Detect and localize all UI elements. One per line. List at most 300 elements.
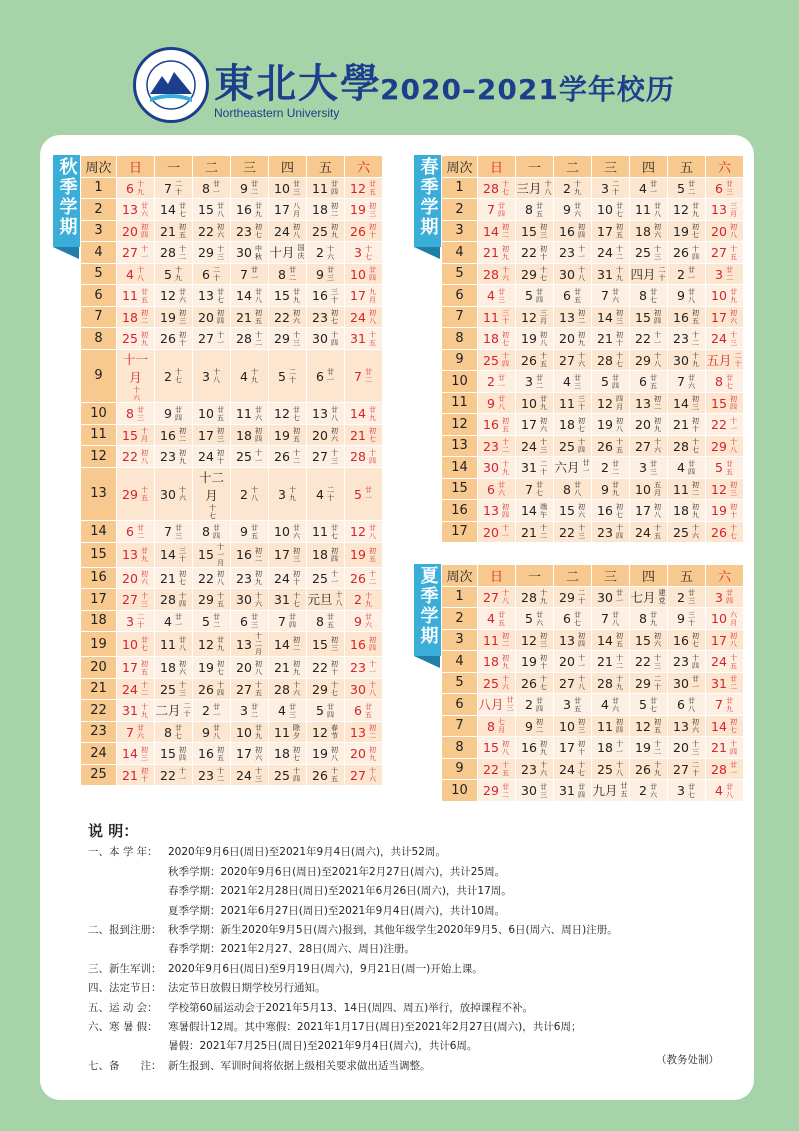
solar-date: 10 [122, 636, 138, 652]
lunar-date: 初四 [368, 636, 376, 653]
lunar-date: 初七 [691, 632, 699, 648]
weekday-header: 日 [117, 156, 155, 178]
solar-date: 22 [122, 449, 138, 464]
day-cell [630, 199, 668, 221]
university-name-cn: 東北大學 [214, 60, 382, 107]
lunar-date: 初八 [729, 223, 737, 239]
solar-date: 4 [639, 180, 647, 196]
solar-date: 十一月 [122, 351, 148, 385]
solar-date: 6 [354, 703, 362, 718]
day-cell [345, 589, 383, 611]
lunar-date: 十一 [577, 653, 585, 670]
lunar-date: 初六 [140, 570, 148, 586]
lunar-date: 十四 [330, 330, 338, 347]
day-cell [554, 220, 592, 242]
day-cell [478, 285, 516, 307]
lunar-date: 初三 [292, 546, 300, 563]
day-cell [269, 446, 307, 468]
day-cell [554, 694, 592, 716]
solar-date: 22 [483, 761, 499, 777]
week-row [81, 285, 383, 307]
day-cell [117, 306, 155, 328]
university-seal-logo [133, 47, 209, 123]
solar-date: 5 [164, 266, 172, 282]
day-cell [231, 349, 269, 403]
solar-date: 22 [521, 245, 537, 260]
lunar-date: 二十 [539, 459, 547, 476]
lunar-date: 十五 [653, 524, 661, 540]
lunar-date: 十一 [178, 767, 186, 783]
day-cell [630, 780, 668, 802]
lunar-date: 廿四 [326, 702, 334, 719]
day-cell [478, 328, 516, 350]
lunar-date: 初九 [330, 223, 338, 239]
day-cell [193, 542, 231, 567]
day-cell [516, 521, 554, 543]
day-cell [269, 177, 307, 199]
solar-date: 10 [559, 718, 575, 734]
solar-date: 26 [350, 223, 366, 239]
day-cell [592, 328, 630, 350]
solar-date: 4 [126, 266, 134, 282]
lunar-date: 廿三 [174, 523, 182, 540]
lunar-date: 十七 [577, 761, 585, 777]
week-row [81, 306, 383, 328]
lunar-date: 廿七 [178, 201, 186, 218]
day-cell [155, 589, 193, 611]
day-cell [516, 758, 554, 780]
note-key [88, 902, 168, 921]
day-cell [630, 242, 668, 264]
lunar-date: 十八 [368, 681, 376, 697]
term-calendar-table [441, 564, 744, 802]
day-cell [668, 457, 706, 479]
day-cell [516, 694, 554, 716]
lunar-date: 廿四 [535, 696, 543, 713]
solar-date: 23 [236, 223, 252, 239]
solar-date: 14 [160, 202, 176, 217]
day-cell [345, 403, 383, 425]
solar-date: 8 [278, 266, 286, 282]
day-cell [478, 177, 516, 199]
solar-date: 30 [483, 460, 499, 475]
solar-date: 23 [673, 331, 689, 346]
day-cell [706, 414, 744, 436]
lunar-date: 十六 [178, 486, 186, 502]
day-cell [155, 220, 193, 242]
day-cell [269, 764, 307, 786]
solar-date: 23 [312, 309, 328, 325]
solar-date: 5 [525, 611, 533, 626]
note-line [88, 1018, 738, 1037]
day-cell [706, 715, 744, 737]
lunar-date: 廿一 [497, 373, 505, 390]
issuer-signoff: （教务处制） [656, 1054, 719, 1066]
day-cell [155, 403, 193, 425]
lunar-date: 十七 [174, 368, 182, 384]
solar-date: 14 [673, 395, 689, 411]
lunar-date: 廿七 [292, 405, 300, 422]
lunar-date: 十三 [691, 739, 699, 756]
lunar-date: 廿六 [178, 287, 186, 304]
week-number: 1 [81, 177, 117, 199]
day-cell [516, 500, 554, 522]
day-cell [345, 285, 383, 307]
solar-date: 5 [278, 368, 286, 384]
lunar-date: 廿四 [725, 589, 733, 605]
day-cell [668, 242, 706, 264]
lunar-date: 初三 [140, 745, 148, 762]
day-cell [117, 242, 155, 264]
lunar-date: 二十 [653, 675, 661, 691]
day-cell [307, 743, 345, 765]
solar-date: 22 [198, 223, 214, 239]
solar-date: 19 [350, 547, 366, 563]
week-row [442, 414, 744, 436]
solar-date: 7 [164, 524, 172, 539]
notes-section [88, 822, 738, 1076]
week-row [442, 478, 744, 500]
day-cell [478, 306, 516, 328]
day-cell [155, 177, 193, 199]
day-cell [345, 199, 383, 221]
solar-date: 12 [521, 632, 537, 648]
lunar-date: 初七 [368, 427, 376, 443]
solar-date: 6 [316, 368, 324, 384]
solar-date: 11 [160, 636, 176, 652]
solar-date: 3 [240, 703, 248, 718]
day-cell [668, 285, 706, 307]
lunar-date: 除夕 [292, 724, 300, 740]
lunar-date: 初六 [292, 309, 300, 325]
day-cell [231, 263, 269, 285]
day-cell [307, 242, 345, 264]
solar-date: 18 [312, 202, 328, 217]
day-cell [307, 632, 345, 657]
solar-date: 14 [483, 223, 499, 239]
solar-date: 3 [525, 374, 533, 389]
day-cell [554, 435, 592, 457]
lunar-date: 初十 [539, 244, 547, 261]
solar-date: 12 [274, 406, 290, 421]
solar-date: 31 [350, 331, 366, 346]
lunar-date: 廿五 [573, 287, 581, 304]
solar-date: 28 [350, 449, 366, 464]
lunar-date: 初五 [178, 223, 186, 239]
week-number: 5 [81, 263, 117, 285]
solar-date: 24 [274, 570, 290, 586]
day-cell [554, 392, 592, 414]
day-cell [478, 521, 516, 543]
solar-date: 6 [639, 374, 647, 389]
lunar-date: 初三 [539, 632, 547, 648]
weekday-header: 六 [345, 156, 383, 178]
week-row [442, 177, 744, 199]
day-cell [155, 263, 193, 285]
lunar-date: 初三 [577, 718, 585, 734]
lunar-date: 十四 [216, 681, 224, 697]
solar-date: 10 [521, 395, 537, 411]
day-cell [592, 500, 630, 522]
lunar-date: 廿八 [330, 405, 338, 422]
day-cell [668, 306, 706, 328]
day-cell [706, 263, 744, 285]
week-row [81, 657, 383, 679]
note-text: 秋季学期：2020年9月6日(周日)至2021年2月27日(周六)，共计25周。 [168, 865, 506, 878]
day-cell [516, 242, 554, 264]
day-cell [193, 467, 231, 521]
week-number: 5 [442, 263, 478, 285]
lunar-date: 廿四 [687, 459, 695, 476]
day-cell [630, 371, 668, 393]
day-cell [155, 306, 193, 328]
lunar-date: 初五 [691, 309, 699, 325]
day-cell [193, 285, 231, 307]
lunar-date: 十九 [539, 589, 547, 605]
week-row [81, 199, 383, 221]
day-cell [269, 285, 307, 307]
lunar-date: 十一 [501, 524, 509, 540]
lunar-date: 初二 [140, 309, 148, 325]
solar-date: 25 [483, 675, 499, 691]
day-cell [155, 721, 193, 743]
lunar-date: 廿五 [725, 459, 733, 476]
day-cell [706, 500, 744, 522]
day-cell [345, 424, 383, 446]
lunar-date: 十三 [178, 681, 186, 697]
term-calendar-table [80, 155, 383, 786]
day-cell [193, 700, 231, 722]
day-cell [307, 403, 345, 425]
week-number: 17 [81, 589, 117, 611]
solar-date: 7 [240, 266, 248, 282]
week-number: 3 [442, 629, 478, 651]
solar-date: 5 [316, 703, 324, 718]
solar-date: 14 [711, 718, 727, 734]
day-cell [592, 758, 630, 780]
day-cell [668, 629, 706, 651]
term-label-fold [414, 656, 440, 668]
day-cell [307, 521, 345, 543]
lunar-date: 廿一 [582, 459, 590, 476]
lunar-date: 初十 [140, 767, 148, 783]
lunar-date: 廿五 [573, 696, 581, 713]
day-cell [193, 721, 231, 743]
lunar-date: 廿七 [649, 287, 657, 304]
lunar-date: 三十 [577, 395, 585, 411]
solar-date: 17 [711, 309, 727, 325]
day-cell [516, 177, 554, 199]
solar-date: 21 [597, 331, 613, 346]
solar-date: 16 [236, 202, 252, 217]
day-cell [231, 328, 269, 350]
week-row [442, 435, 744, 457]
note-key [88, 863, 168, 882]
lunar-date: 七月 [497, 718, 505, 734]
day-cell [630, 694, 668, 716]
solar-date: 12 [521, 309, 537, 325]
lunar-date: 初六 [539, 416, 547, 433]
solar-date: 21 [711, 740, 727, 755]
day-cell [592, 285, 630, 307]
day-cell [592, 737, 630, 759]
lunar-date: 十二 [653, 739, 661, 756]
day-cell [478, 758, 516, 780]
lunar-date: 十三 [216, 244, 224, 261]
day-cell [592, 371, 630, 393]
week-row [81, 678, 383, 700]
solar-date: 31 [559, 783, 575, 798]
day-cell [117, 610, 155, 632]
day-cell [307, 177, 345, 199]
solar-date: 11 [635, 202, 651, 217]
lunar-date: 初二 [330, 201, 338, 218]
lunar-date: 廿八 [216, 201, 224, 218]
day-cell [117, 589, 155, 611]
solar-date: 13 [198, 288, 214, 303]
lunar-date: 廿四 [497, 201, 505, 218]
solar-date: 13 [483, 503, 499, 518]
day-cell [193, 632, 231, 657]
week-number: 22 [81, 700, 117, 722]
day-cell [516, 306, 554, 328]
solar-date: 10 [274, 524, 290, 539]
term-label: 秋季学期 [53, 155, 80, 247]
lunar-date: 初八 [653, 502, 661, 519]
lunar-date: 廿八 [368, 523, 376, 540]
solar-date: 12 [350, 180, 366, 196]
lunar-date: 十二 [292, 448, 300, 465]
note-key [88, 882, 168, 901]
lunar-date: 二十 [734, 351, 742, 368]
lunar-date: 初三 [729, 481, 737, 497]
day-cell [554, 306, 592, 328]
day-cell [193, 424, 231, 446]
lunar-date: 十一月 [216, 542, 224, 567]
lunar-date: 十三 [729, 330, 737, 347]
lunar-date: 十四 [501, 352, 509, 368]
lunar-date: 廿六 [497, 481, 505, 497]
lunar-date: 九月 [368, 287, 376, 304]
lunar-date: 十九 [136, 180, 144, 196]
day-cell [307, 567, 345, 589]
day-cell [193, 743, 231, 765]
solar-date: 11 [673, 481, 689, 497]
lunar-date: 廿一 [687, 266, 695, 282]
week-row [81, 743, 383, 765]
lunar-date: 十三 [653, 244, 661, 261]
lunar-date: 十一 [577, 244, 585, 261]
solar-date: 12 [711, 481, 727, 497]
day-cell [231, 632, 269, 657]
day-cell [706, 586, 744, 608]
solar-date: 7 [126, 724, 134, 740]
lunar-date: 三十 [178, 546, 186, 563]
lunar-date: 廿八 [212, 724, 220, 740]
solar-date: 8 [563, 481, 571, 497]
week-row [442, 306, 744, 328]
week-number: 11 [81, 424, 117, 446]
day-cell [554, 371, 592, 393]
lunar-date: 廿三 [326, 266, 334, 282]
note-line [88, 882, 738, 901]
day-cell [592, 521, 630, 543]
day-cell [345, 349, 383, 403]
lunar-date: 初八 [368, 309, 376, 325]
solar-date: 17 [597, 223, 613, 239]
day-cell [592, 694, 630, 716]
lunar-date: 十六 [691, 524, 699, 540]
lunar-date: 廿七 [687, 782, 695, 799]
day-cell [706, 521, 744, 543]
lunar-date: 十六 [539, 761, 547, 777]
lunar-date: 十六 [326, 244, 334, 261]
week-number: 4 [442, 651, 478, 673]
lunar-date: 廿六 [364, 613, 372, 629]
day-cell [155, 700, 193, 722]
solar-date: 9 [354, 613, 362, 629]
week-number: 23 [81, 721, 117, 743]
lunar-date: 十二 [216, 767, 224, 783]
lunar-date: 廿八 [725, 782, 733, 799]
week-number: 24 [81, 743, 117, 765]
week-row [442, 521, 744, 543]
solar-date: 20 [711, 223, 727, 239]
lunar-date: 十八 [212, 368, 220, 384]
week-row [81, 263, 383, 285]
day-cell [592, 220, 630, 242]
solar-date: 8 [164, 724, 172, 740]
solar-date: 23 [597, 524, 613, 540]
solar-date: 18 [236, 427, 252, 443]
day-cell [155, 678, 193, 700]
day-cell [117, 446, 155, 468]
page-title: 2020–2021学年校历 [380, 73, 675, 106]
week-row [81, 349, 383, 403]
solar-date: 21 [597, 654, 613, 669]
solar-date: 5 [525, 288, 533, 303]
day-cell [516, 672, 554, 694]
lunar-date: 十七 [209, 504, 216, 520]
solar-date: 8 [639, 288, 647, 303]
day-cell [592, 263, 630, 285]
week-row [442, 285, 744, 307]
solar-date: 25 [122, 331, 138, 346]
solar-date: 8 [639, 611, 647, 626]
solar-date: 13 [559, 632, 575, 648]
lunar-date: 初二 [178, 427, 186, 443]
lunar-date: 廿六 [535, 610, 543, 627]
solar-date: 16 [521, 740, 537, 755]
solar-date: 16 [350, 636, 366, 652]
term-label-fold [414, 247, 440, 259]
solar-date: 9 [240, 180, 248, 196]
solar-date: 16 [160, 427, 176, 443]
solar-date: 8 [202, 180, 210, 196]
solar-date: 18 [312, 547, 328, 563]
solar-date: 27 [559, 352, 575, 368]
lunar-date: 五月 [653, 481, 661, 497]
solar-date: 21 [122, 767, 138, 783]
note-key: 六、寒 暑 假： [88, 1021, 158, 1034]
solar-date: 10 [274, 180, 290, 196]
day-cell [155, 285, 193, 307]
solar-date: 29 [274, 331, 290, 346]
solar-date: 2 [563, 180, 571, 196]
solar-date: 27 [122, 592, 138, 607]
week-row [81, 542, 383, 567]
lunar-date: 初二 [501, 223, 509, 239]
